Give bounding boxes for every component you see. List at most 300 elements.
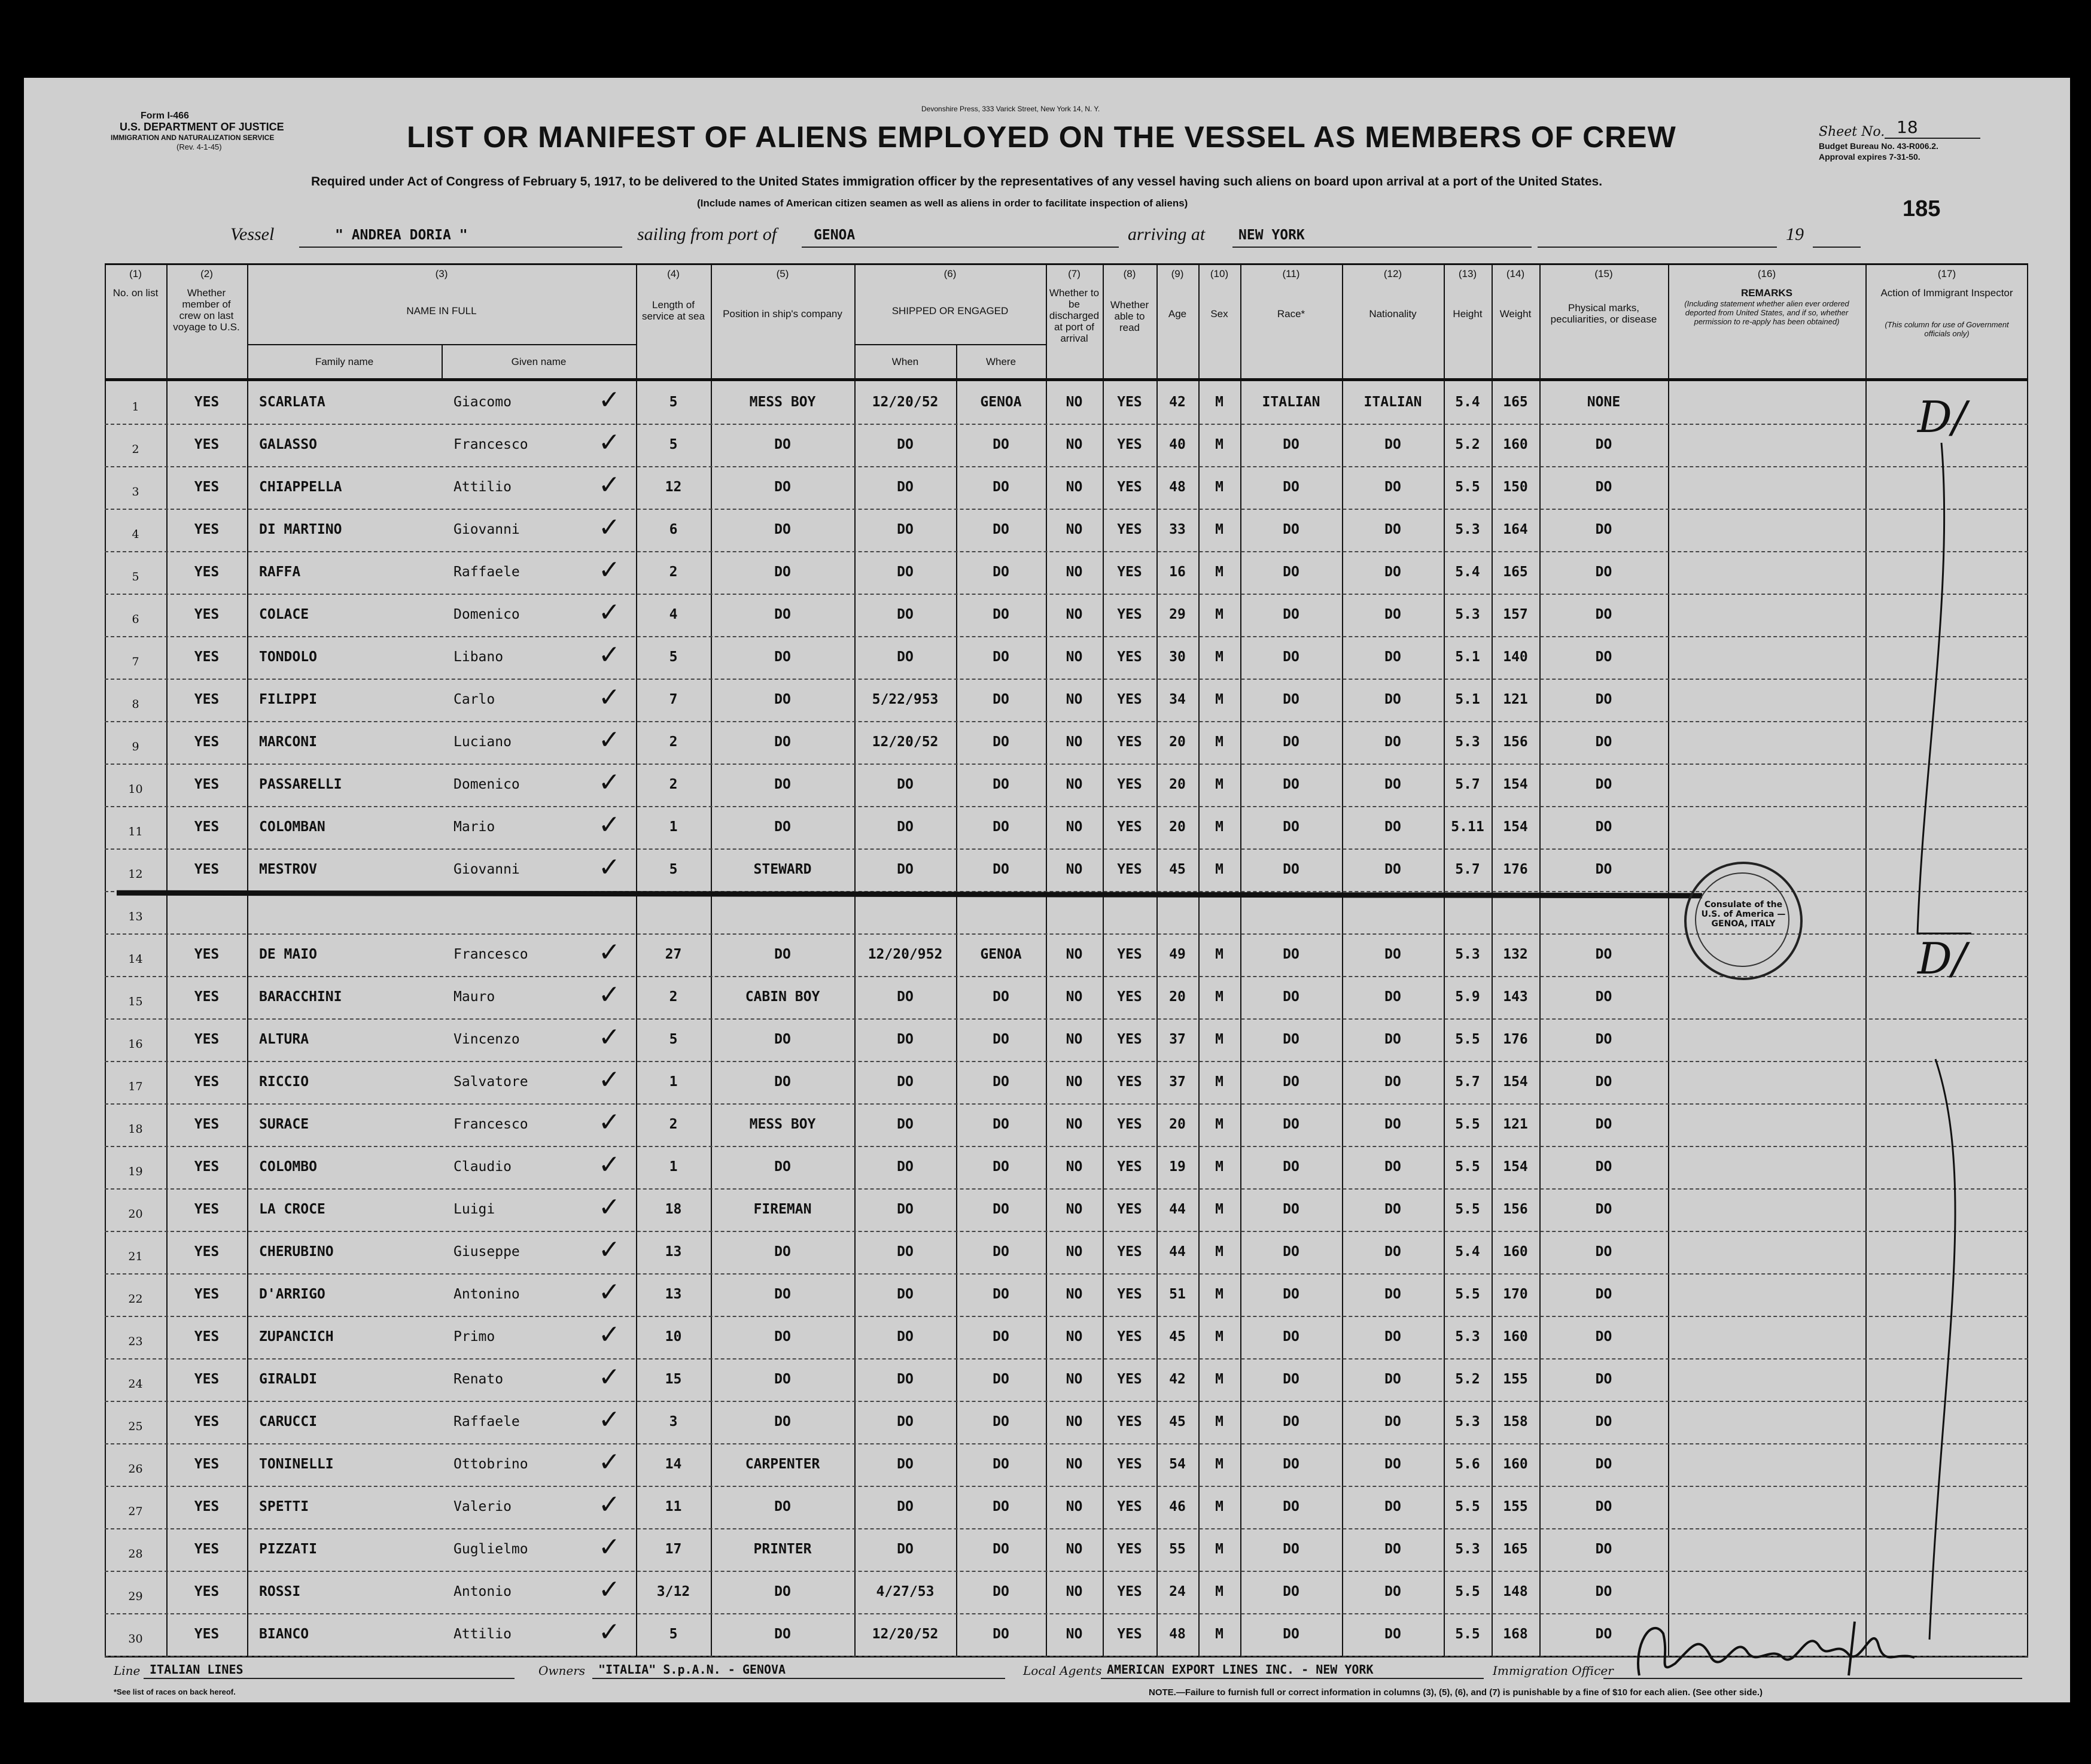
cell-weight: 143 (1503, 989, 1528, 1005)
cell-service: 3 (669, 1414, 678, 1430)
cell-sex: M (1215, 734, 1223, 750)
cell-service: 13 (665, 1244, 682, 1260)
cell-weight: 170 (1503, 1286, 1528, 1302)
cell-where: DO (993, 1414, 1009, 1430)
cell-given: Mario (453, 819, 495, 835)
cell-age: 37 (1169, 1074, 1186, 1090)
table-row (105, 976, 2028, 1020)
col-5-header: Position in ship's company (723, 308, 842, 320)
cell-age: 54 (1169, 1456, 1186, 1472)
cell-nat: ITALIAN (1363, 394, 1422, 410)
vessel-label: Vessel (230, 224, 275, 244)
crew-rows (105, 381, 2028, 1657)
cell-weight: 148 (1503, 1584, 1528, 1599)
cell-height: 5.5 (1455, 1286, 1480, 1302)
cell-nat: DO (1384, 522, 1401, 537)
cell-weight: 132 (1503, 947, 1528, 962)
cell-family: TONDOLO (259, 649, 317, 665)
cell-age: 45 (1169, 1329, 1186, 1345)
page-number: 185 (1903, 196, 1941, 221)
checkmark-icon: ✓ (598, 1107, 620, 1138)
cell-position: CARPENTER (745, 1456, 820, 1472)
cell-when: 12/20/952 (868, 947, 943, 962)
cell-nat: DO (1384, 607, 1401, 622)
cell-family: ROSSI (259, 1584, 301, 1599)
cell-given: Giovanni (453, 862, 520, 877)
cell-disch: NO (1066, 1541, 1083, 1557)
col-10-number: (10) (1210, 268, 1229, 279)
cell-given: Mauro (453, 989, 495, 1005)
cell-position: DO (774, 1371, 791, 1387)
fine-note: NOTE.—Failure to furnish full or correct information in columns (3), (5), (6), and (7) is punishable by a fine of $10 for each alien. (See other side.) (1149, 1687, 1763, 1698)
cell-no: 4 (132, 528, 139, 541)
cell-given: Carlo (453, 692, 495, 707)
cell-weight: 168 (1503, 1626, 1528, 1642)
cell-crew: YES (194, 1499, 220, 1514)
cell-weight: 154 (1503, 777, 1528, 792)
cell-marks: DO (1595, 1117, 1612, 1132)
cell-height: 5.3 (1455, 522, 1480, 537)
cell-age: 40 (1169, 437, 1186, 452)
cell-race: DO (1283, 437, 1299, 452)
cell-race: DO (1283, 607, 1299, 622)
cell-given: Francesco (453, 1117, 528, 1132)
cell-family: COLOMBO (259, 1159, 317, 1175)
table-row (105, 806, 2028, 850)
cell-family: MESTROV (259, 862, 317, 877)
col-2-number: (2) (200, 268, 213, 279)
cell-height: 5.7 (1455, 777, 1480, 792)
cell-position: DO (774, 947, 791, 962)
cell-age: 55 (1169, 1541, 1186, 1557)
cell-disch: NO (1066, 479, 1083, 495)
cell-where: DO (993, 1202, 1009, 1217)
cell-service: 17 (665, 1541, 682, 1557)
cell-disch: NO (1066, 522, 1083, 537)
crew-table (105, 263, 2028, 1657)
cell-race: DO (1283, 1541, 1299, 1557)
cell-race: DO (1283, 564, 1299, 580)
cell-no: 18 (128, 1123, 143, 1136)
cell-sex: M (1215, 819, 1223, 835)
cell-family: SCARLATA (259, 394, 325, 410)
cell-weight: 165 (1503, 394, 1528, 410)
checkmark-icon: ✓ (598, 767, 620, 798)
cell-height: 5.5 (1455, 1499, 1480, 1514)
cell-read: YES (1117, 564, 1142, 580)
cell-crew: YES (194, 564, 220, 580)
cell-where: DO (993, 989, 1009, 1005)
cell-no: 11 (128, 825, 143, 838)
cell-read: YES (1117, 1244, 1142, 1260)
table-row (105, 1231, 2028, 1275)
cell-when: DO (897, 1074, 914, 1090)
cell-sex: M (1215, 1159, 1223, 1175)
arrival-port: NEW YORK (1238, 227, 1305, 243)
cell-crew: YES (194, 1414, 220, 1430)
cell-given: Vincenzo (453, 1032, 520, 1047)
col-3-number: (3) (435, 268, 448, 279)
cell-no: 10 (128, 783, 143, 796)
cell-position: DO (774, 479, 791, 495)
cell-where: DO (993, 522, 1009, 537)
cell-position: DO (774, 1286, 791, 1302)
cell-read: YES (1117, 692, 1142, 707)
cell-height: 5.1 (1455, 649, 1480, 665)
cell-disch: NO (1066, 989, 1083, 1005)
cell-position: DO (774, 607, 791, 622)
cell-disch: NO (1066, 1329, 1083, 1345)
cell-height: 5.5 (1455, 1626, 1480, 1642)
cell-where: DO (993, 1244, 1009, 1260)
cell-marks: DO (1595, 989, 1612, 1005)
cell-nat: DO (1384, 1329, 1401, 1345)
col-16-number: (16) (1757, 268, 1776, 279)
col-3a-header: Family name (315, 356, 374, 367)
cell-sex: M (1215, 1541, 1223, 1557)
revision: (Rev. 4-1-45) (176, 142, 222, 151)
cell-where: DO (993, 1032, 1009, 1047)
cell-height: 5.4 (1455, 1244, 1480, 1260)
cell-no: 6 (132, 613, 139, 626)
col-3b-header: Given name (511, 356, 567, 367)
cell-age: 45 (1169, 1414, 1186, 1430)
cell-position: DO (774, 819, 791, 835)
cell-service: 18 (665, 1202, 682, 1217)
cell-race: DO (1283, 947, 1299, 962)
cell-age: 19 (1169, 1159, 1186, 1175)
cell-race: DO (1283, 649, 1299, 665)
checkmark-icon: ✓ (598, 810, 620, 840)
cell-where: DO (993, 692, 1009, 707)
cell-when: DO (897, 819, 914, 835)
table-row (105, 1358, 2028, 1402)
cell-service: 7 (669, 692, 678, 707)
cell-when: DO (897, 1499, 914, 1514)
col-15-number: (15) (1594, 268, 1613, 279)
cell-race: DO (1283, 1414, 1299, 1430)
cell-sex: M (1215, 989, 1223, 1005)
cell-sex: M (1215, 607, 1223, 622)
footnote: *See list of races on back hereof. (114, 1687, 236, 1696)
cell-marks: DO (1595, 479, 1612, 495)
table-row (105, 1273, 2028, 1317)
cell-nat: DO (1384, 479, 1401, 495)
checkmark-icon: ✓ (598, 385, 620, 415)
cell-read: YES (1117, 1117, 1142, 1132)
cell-disch: NO (1066, 1117, 1083, 1132)
cell-marks: DO (1595, 1159, 1612, 1175)
cell-when: DO (897, 564, 914, 580)
cell-age: 16 (1169, 564, 1186, 580)
service: IMMIGRATION AND NATURALIZATION SERVICE (111, 133, 275, 142)
cell-family: DI MARTINO (259, 522, 342, 537)
cell-weight: 157 (1503, 607, 1528, 622)
cell-given: Giovanni (453, 522, 520, 537)
department: U.S. DEPARTMENT OF JUSTICE (120, 121, 284, 133)
cell-marks: DO (1595, 564, 1612, 580)
cell-marks: DO (1595, 819, 1612, 835)
cell-sex: M (1215, 1456, 1223, 1472)
cell-marks: NONE (1587, 394, 1621, 410)
cell-race: DO (1283, 1244, 1299, 1260)
cell-service: 6 (669, 522, 678, 537)
cell-when: DO (897, 777, 914, 792)
consulate-stamp (1684, 862, 1803, 980)
table-row (105, 1103, 2028, 1147)
cell-marks: DO (1595, 1626, 1612, 1642)
cell-where: DO (993, 1456, 1009, 1472)
cell-weight: 150 (1503, 479, 1528, 495)
col-14-header: Weight (1499, 308, 1532, 320)
cell-weight: 154 (1503, 1159, 1528, 1175)
inspector-mark: D/ (1917, 392, 1967, 442)
checkmark-icon: ✓ (598, 1574, 620, 1605)
cell-nat: DO (1384, 1202, 1401, 1217)
cell-when: DO (897, 1371, 914, 1387)
cell-disch: NO (1066, 1414, 1083, 1430)
cell-service: 5 (669, 437, 678, 452)
cell-read: YES (1117, 1541, 1142, 1557)
cell-weight: 164 (1503, 522, 1528, 537)
cell-where: DO (993, 1159, 1009, 1175)
cell-sex: M (1215, 1117, 1223, 1132)
cell-crew: YES (194, 1074, 220, 1090)
cell-race: DO (1283, 1074, 1299, 1090)
col-1-header: No. on list (112, 287, 159, 299)
cell-nat: DO (1384, 947, 1401, 962)
cell-weight: 160 (1503, 1456, 1528, 1472)
cell-disch: NO (1066, 1244, 1083, 1260)
cell-marks: DO (1595, 692, 1612, 707)
cell-position: DO (774, 1499, 791, 1514)
checkmark-icon: ✓ (598, 1489, 620, 1520)
cell-when: DO (897, 1286, 914, 1302)
cell-no: 1 (132, 400, 139, 413)
cell-age: 42 (1169, 394, 1186, 410)
cell-height: 5.3 (1455, 734, 1480, 750)
cell-sex: M (1215, 522, 1223, 537)
cell-family: DE MAIO (259, 947, 317, 962)
cell-read: YES (1117, 1499, 1142, 1514)
col-17-header: Action of Immigrant Inspector (1880, 287, 2013, 299)
checkmark-icon: ✓ (598, 512, 620, 543)
cell-service: 13 (665, 1286, 682, 1302)
cell-where: DO (993, 734, 1009, 750)
vessel-name: " ANDREA DORIA " (335, 227, 468, 243)
cell-nat: DO (1384, 1159, 1401, 1175)
cell-crew: YES (194, 947, 220, 962)
cell-nat: DO (1384, 1244, 1401, 1260)
cell-height: 5.5 (1455, 1159, 1480, 1175)
cell-given: Francesco (453, 437, 528, 452)
checkmark-icon: ✓ (598, 1319, 620, 1350)
cell-service: 10 (665, 1329, 682, 1345)
cell-service: 4 (669, 607, 678, 622)
col-8-header: Whether able to read (1110, 299, 1149, 333)
cell-no: 15 (128, 995, 143, 1008)
inspector-bracket (1876, 407, 2019, 1663)
checkmark-icon: ✓ (598, 640, 620, 670)
cell-marks: DO (1595, 522, 1612, 537)
cell-height: 5.7 (1455, 862, 1480, 877)
cell-service: 5 (669, 394, 678, 410)
cell-where: DO (993, 1371, 1009, 1387)
cell-weight: 121 (1503, 692, 1528, 707)
table-row (105, 1571, 2028, 1614)
cell-disch: NO (1066, 1626, 1083, 1642)
cell-marks: DO (1595, 947, 1612, 962)
cell-race: DO (1283, 1159, 1299, 1175)
cell-marks: DO (1595, 1032, 1612, 1047)
cell-service: 5 (669, 1626, 678, 1642)
cell-crew: YES (194, 819, 220, 835)
cell-given: Raffaele (453, 564, 520, 580)
cell-when: DO (897, 1117, 914, 1132)
cell-where: DO (993, 1117, 1009, 1132)
cell-crew: YES (194, 1541, 220, 1557)
cell-height: 5.1 (1455, 692, 1480, 707)
cell-height: 5.5 (1455, 479, 1480, 495)
cell-position: DO (774, 1032, 791, 1047)
cell-race: ITALIAN (1262, 394, 1320, 410)
col-17-number: (17) (1937, 268, 1956, 279)
cell-disch: NO (1066, 777, 1083, 792)
cell-read: YES (1117, 862, 1142, 877)
cell-disch: NO (1066, 862, 1083, 877)
cell-read: YES (1117, 394, 1142, 410)
col-6a-header: When (891, 356, 919, 367)
cell-height: 5.11 (1451, 819, 1484, 835)
cell-crew: YES (194, 1032, 220, 1047)
cell-read: YES (1117, 819, 1142, 835)
cell-service: 27 (665, 947, 682, 962)
cell-nat: DO (1384, 1286, 1401, 1302)
cell-crew: YES (194, 1202, 220, 1217)
cell-disch: NO (1066, 692, 1083, 707)
checkmark-icon: ✓ (598, 1022, 620, 1053)
cell-disch: NO (1066, 1371, 1083, 1387)
cell-family: MARCONI (259, 734, 317, 750)
cell-disch: NO (1066, 607, 1083, 622)
cell-given: Giuseppe (453, 1244, 520, 1260)
owners-label: Owners (538, 1663, 586, 1678)
cell-family: CHERUBINO (259, 1244, 334, 1260)
cell-marks: DO (1595, 1202, 1612, 1217)
cell-given: Valerio (453, 1499, 512, 1514)
cell-where: DO (993, 437, 1009, 452)
cell-crew: YES (194, 1456, 220, 1472)
cell-where: DO (993, 1584, 1009, 1599)
cell-family: PASSARELLI (259, 777, 342, 792)
cell-crew: YES (194, 479, 220, 495)
cell-family: COLOMBAN (259, 819, 325, 835)
cell-position: DO (774, 734, 791, 750)
table-row (105, 509, 2028, 552)
cell-read: YES (1117, 607, 1142, 622)
cell-read: YES (1117, 1371, 1142, 1387)
cell-nat: DO (1384, 819, 1401, 835)
cell-when: DO (897, 1202, 914, 1217)
line-label: Line (114, 1663, 141, 1678)
cell-given: Antonio (453, 1584, 512, 1599)
cell-when: 5/22/953 (872, 692, 939, 707)
cell-sex: M (1215, 692, 1223, 707)
cell-family: FILIPPI (259, 692, 317, 707)
cell-weight: 121 (1503, 1117, 1528, 1132)
officer-signature (1627, 1610, 1938, 1687)
cell-position: DO (774, 522, 791, 537)
cell-family: RAFFA (259, 564, 301, 580)
col-17-subheader: (This column for use of Government officials only) (1885, 320, 2009, 338)
table-row (105, 424, 2028, 467)
checkmark-icon: ✓ (598, 1532, 620, 1562)
cell-weight: 155 (1503, 1499, 1528, 1514)
cell-where: GENOA (980, 394, 1022, 410)
cell-height: 5.5 (1455, 1117, 1480, 1132)
cell-weight: 160 (1503, 1329, 1528, 1345)
checkmark-icon: ✓ (598, 1234, 620, 1265)
checkmark-icon: ✓ (598, 597, 620, 628)
cell-disch: NO (1066, 1584, 1083, 1599)
cell-read: YES (1117, 479, 1142, 495)
cell-nat: DO (1384, 692, 1401, 707)
cell-when: DO (897, 1329, 914, 1345)
cell-given: Luciano (453, 734, 512, 750)
cell-when: DO (897, 1244, 914, 1260)
cell-where: DO (993, 1541, 1009, 1557)
cell-marks: DO (1595, 862, 1612, 877)
cell-marks: DO (1595, 1456, 1612, 1472)
cell-race: DO (1283, 1499, 1299, 1514)
cell-marks: DO (1595, 1541, 1612, 1557)
cell-age: 46 (1169, 1499, 1186, 1514)
col-6b-header: Where (985, 356, 1016, 367)
cell-where: GENOA (980, 947, 1022, 962)
col-8-number: (8) (1123, 268, 1136, 279)
cell-marks: DO (1595, 1584, 1612, 1599)
cell-sex: M (1215, 1584, 1223, 1599)
col-11-header: Race* (1277, 308, 1305, 320)
cell-given: Claudio (453, 1159, 512, 1175)
cell-position: DO (774, 1244, 791, 1260)
cell-no: 30 (128, 1632, 143, 1646)
cell-where: DO (993, 1286, 1009, 1302)
cell-crew: YES (194, 734, 220, 750)
cell-when: DO (897, 522, 914, 537)
cell-crew: YES (194, 1584, 220, 1599)
col-11-number: (11) (1282, 268, 1300, 279)
cell-nat: DO (1384, 1414, 1401, 1430)
col-12-header: Nationality (1369, 308, 1417, 320)
owners-value: "ITALIA" S.p.A.N. - GENOVA (598, 1662, 786, 1677)
col-9-number: (9) (1171, 268, 1184, 279)
cell-age: 20 (1169, 734, 1186, 750)
cell-weight: 155 (1503, 1371, 1528, 1387)
cell-race: DO (1283, 777, 1299, 792)
cell-nat: DO (1384, 649, 1401, 665)
cell-weight: 160 (1503, 437, 1528, 452)
table-row (105, 1401, 2028, 1444)
cell-age: 48 (1169, 479, 1186, 495)
cell-read: YES (1117, 1626, 1142, 1642)
cell-height: 5.3 (1455, 1329, 1480, 1345)
cell-height: 5.5 (1455, 1584, 1480, 1599)
cell-disch: NO (1066, 1456, 1083, 1472)
cell-no: 25 (128, 1420, 143, 1433)
cell-position: DO (774, 1584, 791, 1599)
col-12-number: (12) (1383, 268, 1402, 279)
